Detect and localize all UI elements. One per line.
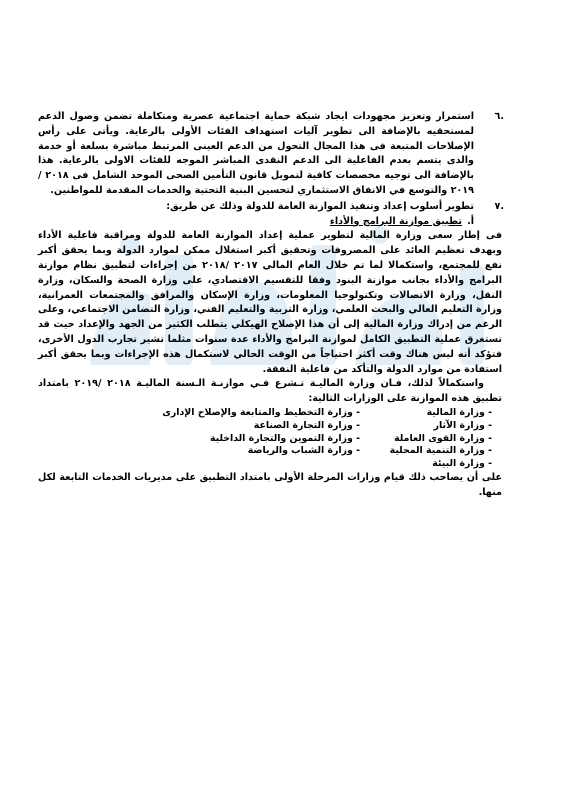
list-item-6: [38, 110, 504, 199]
list-item-7-text: تطوير أسلوب إعداد وتنفيذ الموازنة العامة للدولة وذلك عن طريق:: [166, 200, 474, 212]
ministries-column-1: [360, 407, 492, 471]
ministry-item: - وزارة المالية: [426, 406, 492, 418]
ministry-item: - وزارة القوى العاملة: [394, 432, 492, 444]
ministry-item: - وزارة الآثار: [433, 419, 492, 431]
body-paragraph-2: واستكمالاً لذلك، فـان وزارة الماليـة تـشرع فـي موازنـة الـسنة الماليـة ٢٠١٨ /٢٠١٩ بامتداد تطبيق هذه الموازنة على الوزارات التالية:: [38, 378, 502, 405]
list-item-6-text: استمرار وتعزيز مجهودات ايجاد شبكة حماية اجتماعية عصرية ومتكاملة تضمن وصول الدعم لمستحقيه بالإضافة الى تطوير آليات استهداف الفئات الأولى بالرعاية. ويأتى على رأس الإصلاحات المتبعة فى هذا المجال التحول من الدعم العينى المرتبط مباشرة بسلعة أو خدمة والذى يتسم بعدم الفاعلية الى الدعم النقدى المباشر الموجه للفئات الاولى بالرعاية. هذا بالإضافة الى توجيه مخصصات كافية لتمويل قانون التأمين الصحى الموحد الشامل فى ٢٠١٨ /٢٠١٩ والتوسع في الانفاق الاستثماري لتحسين البنية التحتية والخدمات المقدمة للمواطنين.: [38, 111, 474, 196]
list-number-7: .٧: [494, 200, 504, 212]
ministry-item: - وزارة التجارة الصناعة: [253, 419, 360, 431]
ministry-item: - وزارة التنمية المحلية: [389, 445, 492, 457]
subsection-letter: أ.: [467, 215, 474, 227]
ministries-list: [38, 407, 492, 471]
closing-paragraph: على أن يصاحب ذلك قيام وزارات المرحلة الأولى بامتداد التطبيق على مديريات الخدمات التابعة لكل منها.: [38, 471, 502, 498]
body-paragraph-1: فى إطار سعى وزارة المالية لتطوير عملية إعداد الموازنة العامة للدولة ومراقبة فاعلية الأداء وبهدف تعظيم العائد على المصروفات وتحقيق أكبر استغلال ممكن لموارد الدولة وبما يحقق أكبر نفع للمجتمع، واستكمالا لما تم خلال العام المالي ٢٠١٧ /٢٠١٨ من إجراءات لتطبيق نظام موازنة البرامج والأداء بجانب موازنة البنود وفقا للتقسيم الاقتصادي، على وزارة الصحة والسكان، وزارة النقل، وزارة الاتصالات وتكنولوجيا المعلومات، وزارة الإسكان والمرافق والمجتمعات العمرانية، وزارة التعليم العالي والبحث العلمي، وزارة التربية والتعليم الفني، وزارة التضامن الاجتماعي، وعلى الرغم من إدراك وزارة المالية إلى أن هذا الإصلاح الهيكلي يتطلب الكثير من الجهد والإعداد حيث قد تستغرق عملية التطبيق الكامل لموازنة البرامج والأداء عدة سنوات مثلما تشير تجارب الدول الأخرى، فتؤكد أنه ليس هناك وقت أكثر احتياجاً من الوقت الحالي لاستكمال هذه الإجراءات وبما يحقق أكبر استفادة من موارد الدولة والتأكد من فاعلية النفقة.: [38, 230, 502, 375]
ministry-item: - وزارة الشباب والرياضة: [247, 445, 360, 457]
ministries-column-2: [38, 407, 360, 471]
subsection-title: تطبيق موازنة البرامج والأداء: [329, 215, 462, 227]
ministry-item: - وزارة التموين والتجارة الداخلية: [209, 432, 360, 444]
list-item-7: [38, 200, 504, 501]
document-page: [38, 110, 504, 501]
subsection-heading: [38, 215, 474, 230]
list-number-6: .٦: [494, 111, 504, 122]
ministry-item: - وزارة البيئة: [432, 458, 492, 470]
ministry-item: - وزارة التخطيط والمتابعة والإصلاح الإدارى: [162, 406, 360, 418]
